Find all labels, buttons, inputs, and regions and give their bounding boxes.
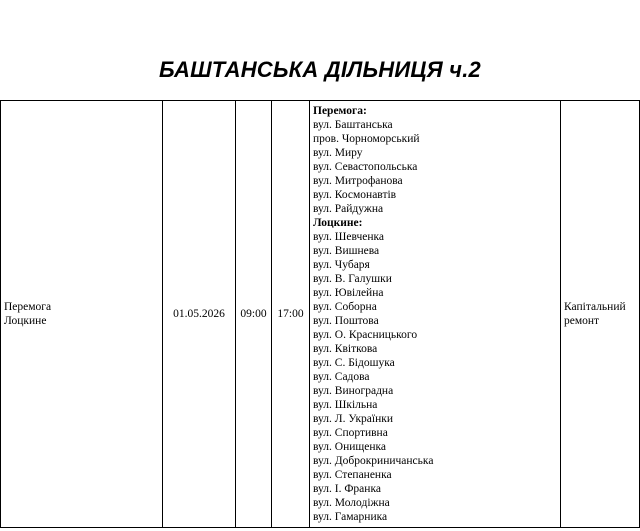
- settlements-cell: [1, 101, 163, 528]
- settlement-group-title: Перемога:: [313, 105, 367, 117]
- street-item: вул. Онищенка: [313, 441, 387, 453]
- street-item: вул. Гамарника: [313, 511, 388, 523]
- street-item: вул. І. Франка: [313, 483, 381, 495]
- street-item: вул. В. Галушки: [313, 273, 392, 285]
- street-item: вул. Чубаря: [313, 259, 370, 271]
- streets-list: [313, 104, 557, 524]
- street-item: вул. Баштанська: [313, 119, 393, 131]
- reason-cell: [561, 101, 640, 528]
- street-item: вул. Квіткова: [313, 343, 378, 355]
- street-item: вул. Шевченка: [313, 231, 385, 243]
- street-item: вул. Степаненка: [313, 469, 392, 481]
- street-item: вул. Митрофанова: [313, 175, 403, 187]
- settlement-name: Лоцкине: [4, 315, 47, 327]
- street-item: вул. Поштова: [313, 315, 379, 327]
- street-item: вул. Райдужна: [313, 203, 384, 215]
- street-item: вул. Вишнева: [313, 245, 380, 257]
- street-item: вул. Л. Українки: [313, 413, 393, 425]
- reason-line: Капітальний: [564, 301, 626, 313]
- street-item: вул. С. Бідошука: [313, 357, 395, 369]
- street-item: вул. Доброкриничанська: [313, 455, 434, 467]
- settlement-group-title: Лоцкине:: [313, 217, 363, 229]
- street-item: пров. Чорноморський: [313, 133, 420, 145]
- street-item: вул. Ювілейна: [313, 287, 384, 299]
- street-item: вул. О. Красницького: [313, 329, 418, 341]
- streets-cell: [310, 101, 561, 528]
- street-item: вул. Молодіжна: [313, 497, 390, 509]
- table-row: [1, 101, 640, 528]
- street-item: вул. Спортивна: [313, 427, 388, 439]
- document-title: БАШТАНСЬКА ДІЛЬНИЦЯ ч.2: [159, 57, 481, 82]
- street-item: вул. Шкільна: [313, 399, 378, 411]
- street-item: вул. Виноградна: [313, 385, 394, 397]
- time-from-cell: 09:00: [236, 101, 272, 528]
- street-item: вул. Севастопольська: [313, 161, 418, 173]
- date-cell: 01.05.2026: [163, 101, 236, 528]
- time-to-cell: 17:00: [272, 101, 310, 528]
- street-item: вул. Садова: [313, 371, 370, 383]
- settlement-name: Перемога: [4, 301, 52, 313]
- outage-schedule-table: [0, 100, 640, 528]
- street-item: вул. Космонавтів: [313, 189, 397, 201]
- reason-line: ремонт: [564, 315, 600, 327]
- street-item: вул. Соборна: [313, 301, 377, 313]
- street-item: вул. Миру: [313, 147, 363, 159]
